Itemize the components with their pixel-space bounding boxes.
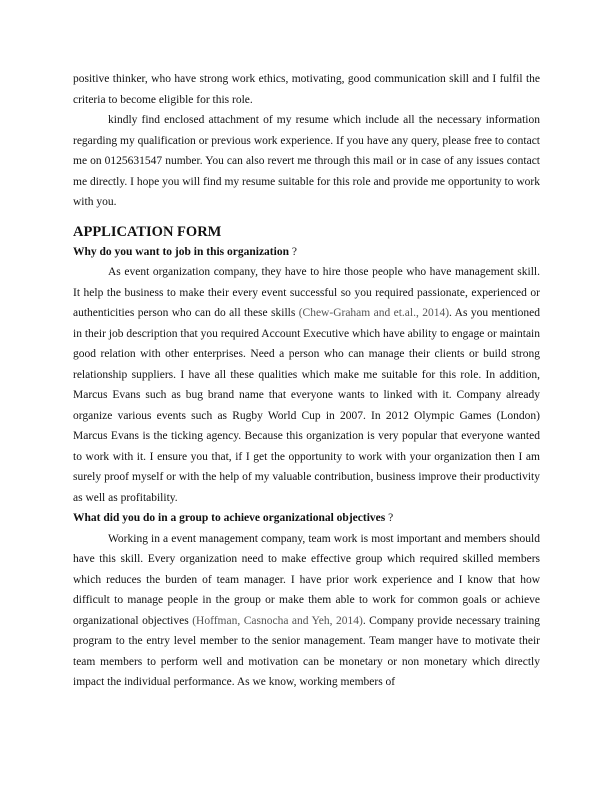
question-why-organization-mark: ? (288, 245, 297, 258)
section-heading: APPLICATION FORM (73, 223, 222, 240)
answer-why-organization-text-a: As event organization company, they have to hire those people who have management skill. It help the business to make their every event successful so you required passionate, experienced or authenticities person who can do all these skills (73, 266, 540, 319)
paragraph-intro-continuation: positive thinker, who have strong work ethics, motivating, good communication skill and I fulfil the criteria to become eligible for this role. (73, 73, 540, 106)
answer-group-objectives (73, 529, 540, 693)
question-group-objectives-text: What did you do in a group to achieve organizational objectives (73, 512, 386, 524)
question-why-organization-text: Why do you want to job in this organization (73, 245, 289, 258)
citation-chew-graham: (Chew-Graham and et.al., 2014) (298, 307, 450, 319)
document-body (73, 69, 540, 693)
answer-group-objectives-text-b: . Company provide necessary training program to the entry level member to the senior management. Team manger have to motivate their team members to perform well and motivation can be monetary or non monetary which directly impact the individual performance. As we know, working members of (73, 614, 540, 688)
paragraph-resume-attachment: kindly find enclosed attachment of my resume which include all the necessary information regarding my qualification or previous work experience. If you have any query, please free to contact me on 0125631547 number. You can also revert me through this mail or in case of any issues contact me directly. I hope you will find my resume suitable for this role and provide me opportunity to work with you. (73, 114, 540, 208)
question-group-objectives-mark: ? (385, 512, 394, 524)
answer-group-objectives-text-a: Working in a event management company, team work is most important and members should have this skill. Every organization need to make effective group which required skilled members which reduces the burden of team manager. I have prior work experience and I know that how difficult to manage people in the group or make them able to work for common goals or achieve organizational objectives (73, 532, 540, 627)
answer-why-organization (73, 262, 540, 508)
answer-why-organization-text-b: . As you mentioned in their job description that you required Account Executive which have ability to engage or maintain good relation with other enterprises. Need a person who can manage their clients or build strong relationship suppliers. I have all these qualities which make me suitable for this role. In addition, Marcus Evans such as bug brand name that everyone wants to linked with it. Company already organize various events such as Rugby World Cup in 2007. In 2012 Olympic Games (London) Marcus Evans is the ticking agency. Because this organization is very popular that everyone wanted to work with it. I ensure you that, if I get the opportunity to work with your organization then I am surely proof myself or with the help of my valuable contribution, business improve their productivity as well as profitability. (73, 307, 540, 504)
citation-hoffman: (Hoffman, Casnocha and Yeh, 2014) (192, 614, 363, 627)
question-why-organization (73, 242, 540, 263)
question-group-objectives (73, 508, 540, 529)
